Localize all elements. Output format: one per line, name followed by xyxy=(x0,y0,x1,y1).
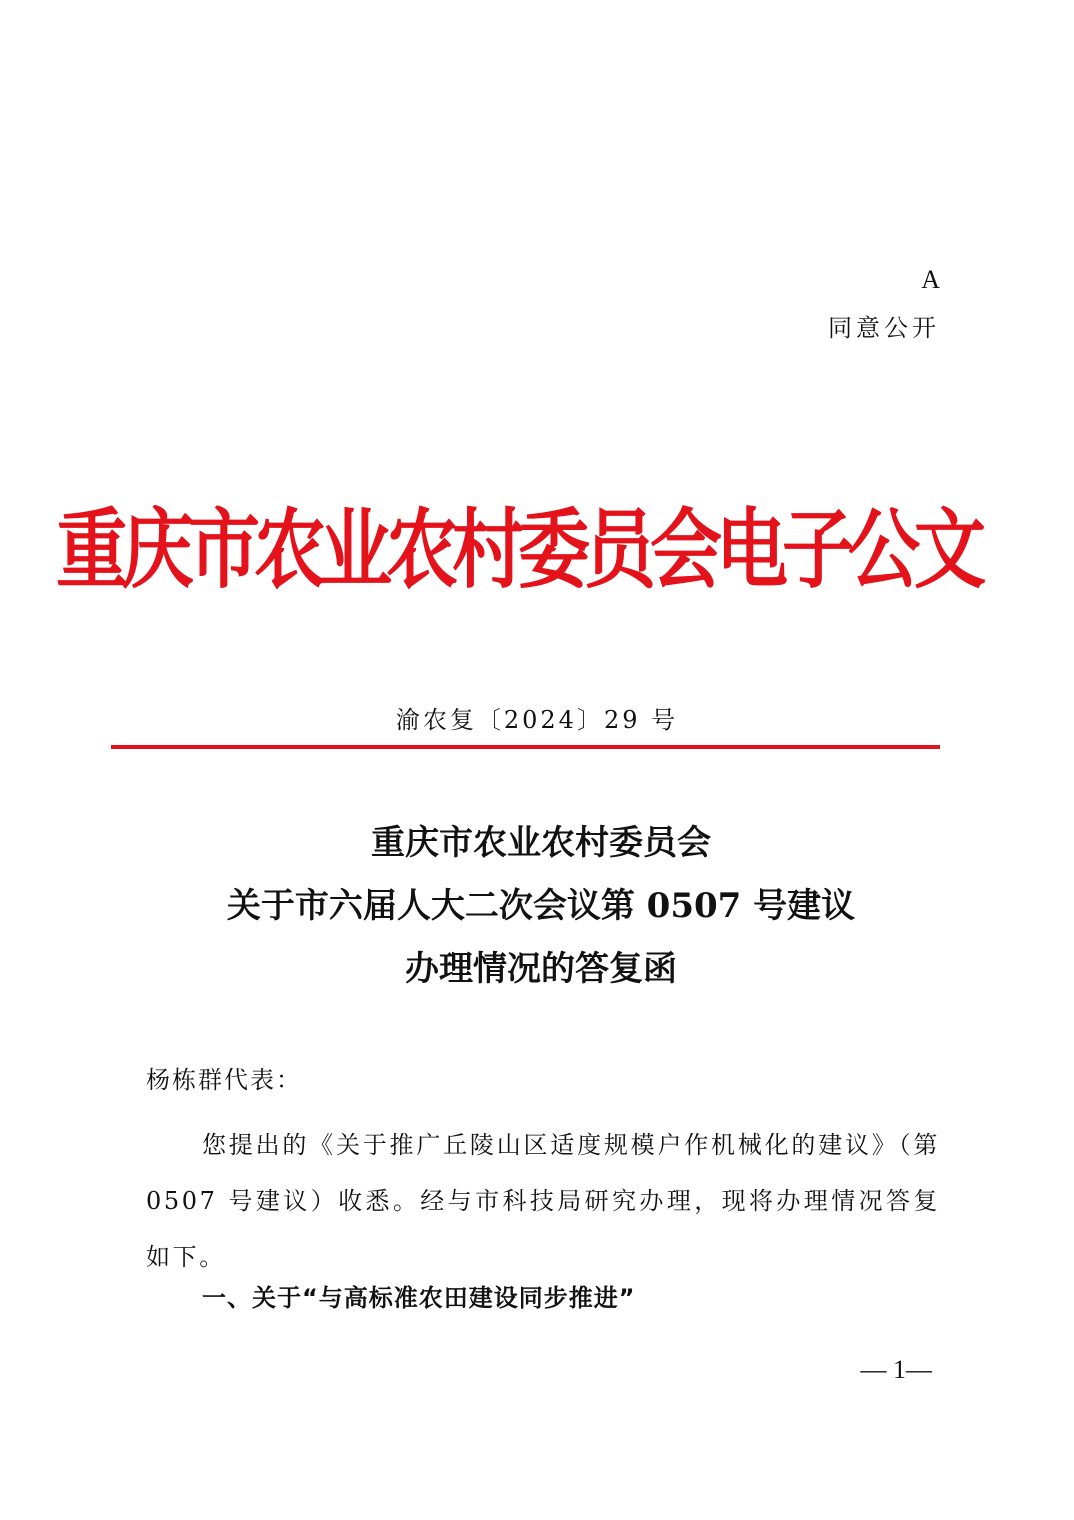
section-heading: 一、关于“与高标准农田建设同步推进” xyxy=(202,1284,636,1312)
title-line-1: 重庆市农业农村委员会 xyxy=(371,823,711,863)
title-line-2: 关于市六届人大二次会议第 0507 号建议 xyxy=(226,886,856,926)
red-masthead: 重庆市农业农村委员会电子公文 xyxy=(55,499,980,600)
document-title xyxy=(0,812,1074,1001)
red-separator-line xyxy=(111,745,940,749)
classification-mark: A xyxy=(921,265,940,294)
disclosure-label: 同意公开 xyxy=(828,314,940,342)
document-number: 渝农复〔2024〕29 号 xyxy=(395,706,679,734)
title-line-3: 办理情况的答复函 xyxy=(405,949,677,989)
body-paragraph: 您提出的《关于推广丘陵山区适度规模户作机械化的建议》（第 0507 号建议）收悉。经与市科技局研究办理，现将办理情况答复如下。 xyxy=(146,1131,940,1271)
page-number: — 1— xyxy=(860,1355,932,1384)
salutation: 杨栋群代表： xyxy=(146,1066,302,1094)
